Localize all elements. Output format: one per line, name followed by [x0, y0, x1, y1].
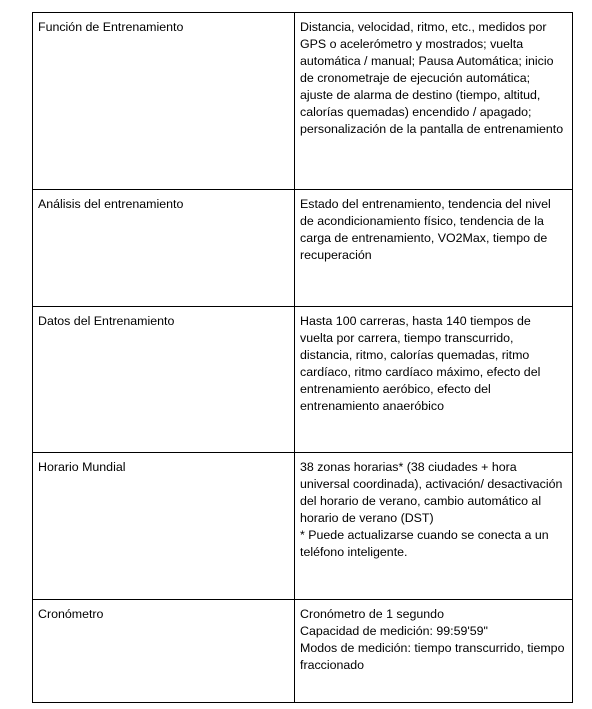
- table-row: [33, 13, 573, 190]
- row-value: [295, 600, 573, 703]
- row-value: Estado del entrenamiento, tendencia del nivel de acondicionamiento físico, tendencia de la carga de entrenamiento, VO2Max, tiempo de recuperación: [295, 190, 573, 307]
- table-row: [33, 453, 573, 600]
- row-footnote: * Puede actualizarse cuando se conecta a un teléfono inteligente.: [300, 528, 549, 559]
- row-value-text: 38 zonas horarias* (38 ciudades + hora universal coordinada), activación/ desactivación del horario de verano, cambio automático al horario de verano (DST): [300, 460, 563, 525]
- row-value-line: Capacidad de medición: 99:59'59": [300, 624, 488, 638]
- row-value: Hasta 100 carreras, hasta 140 tiempos de vuelta por carrera, tiempo transcurrido, distancia, ritmo, calorías quemadas, ritmo cardíaco, ritmo cardíaco máximo, efecto del entrenamiento aeróbico, efecto del entrenamiento anaeróbico: [295, 307, 573, 453]
- row-value: Distancia, velocidad, ritmo, etc., medidos por GPS o acelerómetro y mostrados; vuelta automática / manual; Pausa Automática; inicio de cronometraje de ejecución automática; ajuste de alarma de destino (tiempo, altitud, calorías quemadas) encendido / apagado; personalización de la pantalla de entrenamiento: [295, 13, 573, 190]
- table-row: [33, 600, 573, 703]
- row-value: [295, 453, 573, 600]
- spec-table: [32, 12, 573, 703]
- row-value-line: Modos de medición: tiempo transcurrido, tiempo fraccionado: [300, 641, 565, 672]
- row-label: Función de Entrenamiento: [33, 13, 295, 190]
- row-label: Horario Mundial: [33, 453, 295, 600]
- row-label: Datos del Entrenamiento: [33, 307, 295, 453]
- row-label: Análisis del entrenamiento: [33, 190, 295, 307]
- row-label: Cronómetro: [33, 600, 295, 703]
- table-row: [33, 307, 573, 453]
- table-row: [33, 190, 573, 307]
- row-value-line: Cronómetro de 1 segundo: [300, 607, 444, 621]
